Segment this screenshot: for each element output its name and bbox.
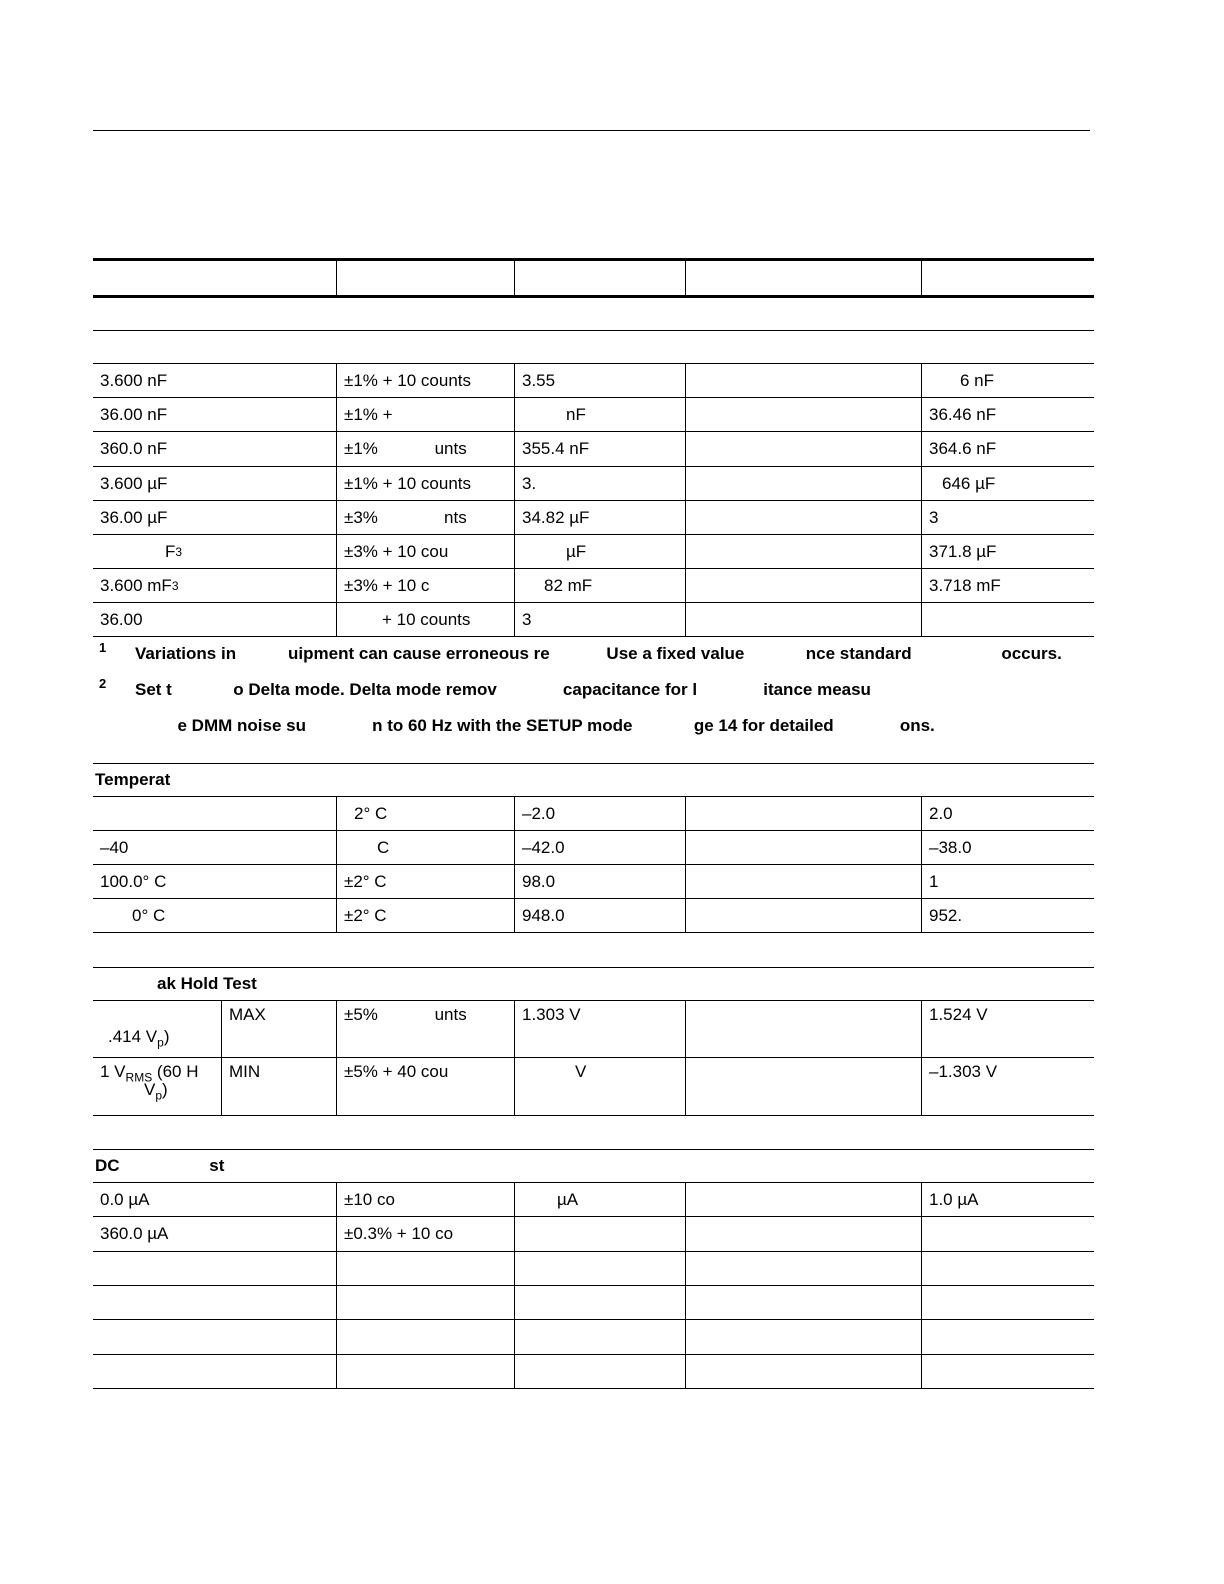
high-limit-cell: 3.718 mF [921,569,1094,602]
table-row [93,1286,1094,1320]
table-row [93,1183,1094,1217]
test-result-cell [685,535,921,568]
input-cell [93,1058,221,1115]
tolerance-cell: ±1% + [336,398,514,431]
test-result-cell [685,797,921,830]
high-limit-cell: 952. [921,899,1094,932]
footnote-text: Variations in uipment can cause erroneous re Use a fixed value nce standard occurs. [135,644,1062,663]
section-gap [93,1116,1094,1150]
header-cell [921,261,1094,295]
input-text: .414 V [108,1027,158,1046]
table-row [93,603,1094,637]
low-limit-cell: –42.0 [514,831,685,864]
low-limit-cell [514,1320,685,1354]
low-limit-cell: 82 mF [514,569,685,602]
high-limit-cell: 1.0 µA [921,1183,1094,1216]
table-row [93,1252,1094,1286]
high-limit-cell [921,1355,1094,1388]
tolerance-cell: ±0.3% + 10 co [336,1217,514,1251]
tolerance-cell [336,1286,514,1319]
range-cell: 360.0 nF [100,439,168,458]
range-cell: 3.600 nF [100,370,168,390]
range-cell [93,1252,336,1285]
page-top-rule [93,130,1090,131]
test-result-cell [685,1001,921,1057]
input-text: (60 H [152,1062,199,1081]
range-text: 3.600 mF [100,575,172,595]
low-limit-cell: nF [514,398,685,431]
high-limit-cell: 646 µF [921,467,1094,500]
test-result-cell [685,432,921,466]
low-limit-cell: 3 [514,603,685,636]
range-cell: 36.00 µF [100,507,168,527]
low-limit-cell: µF [514,535,685,568]
tolerance-cell: + 10 counts [336,603,514,636]
input-text: ) [163,1027,170,1046]
input-line [100,1027,170,1049]
range-cell [93,1355,336,1388]
high-limit-cell: 1 [921,865,1094,898]
table-row [93,1320,1094,1355]
tolerance-cell: ±1% + 10 counts [336,467,514,500]
footnote-number: 1 [99,640,107,655]
test-result-cell [685,364,921,397]
test-result-cell [685,1058,921,1115]
tolerance-cell [336,1320,514,1354]
range-cell: 0.0 µA [100,1189,150,1209]
tolerance-cell: ±2° C [336,899,514,932]
dc-current-section-title: DC st [93,1150,1094,1183]
range-cell [93,535,336,568]
test-result-cell [685,398,921,431]
input-cell [93,1001,221,1057]
range-cell: 36.00 [100,609,143,629]
low-limit-cell: 1.303 V [514,1001,685,1057]
footnote-number: 2 [99,676,107,691]
high-limit-cell [921,603,1094,636]
range-cell [93,797,336,830]
low-limit-cell: 98.0 [514,865,685,898]
high-limit-cell [921,1320,1094,1354]
section-gap [93,933,1094,968]
low-limit-cell: µA [514,1183,685,1216]
test-result-cell [685,899,921,932]
input-subscript: p [157,1035,164,1050]
low-limit-cell: V [514,1058,685,1115]
low-limit-cell: –2.0 [514,797,685,830]
tolerance-cell: ±3% + 10 cou [336,535,514,568]
test-result-cell [685,569,921,602]
input-line [100,1080,168,1102]
high-limit-cell: –38.0 [921,831,1094,864]
tolerance-cell: ±5% unts [336,1001,514,1057]
high-limit-cell [921,1286,1094,1319]
range-cell [93,569,336,602]
tolerance-cell [336,1355,514,1388]
test-result-cell [685,603,921,636]
temperature-section-title: Temperat [93,764,1094,797]
range-cell: 360.0 µA [100,1224,169,1243]
tolerance-cell: ±1% + 10 counts [336,364,514,397]
test-result-cell [685,467,921,500]
test-result-cell [685,1217,921,1251]
header-cell [514,261,685,295]
section-gap [93,747,1094,764]
mode-cell: MAX [221,1001,336,1057]
range-cell: –40 [100,837,129,857]
tolerance-cell: ±10 co [336,1183,514,1216]
footnote-ref: 3 [171,578,179,593]
low-limit-cell: 3. [514,467,685,500]
low-limit-cell [514,1217,685,1251]
table-row [93,1001,1094,1058]
input-text: V [144,1080,156,1100]
test-result-cell [685,831,921,864]
low-limit-cell: 3.55 [514,364,685,397]
header-cell [336,261,514,295]
low-limit-cell [514,1355,685,1388]
low-limit-cell [514,1286,685,1319]
footnote [93,675,1094,711]
low-limit-cell: 948.0 [514,899,685,932]
range-cell: 3.600 µF [100,473,168,493]
input-subscript: p [155,1088,163,1103]
header-cell [685,261,921,295]
verification-table [93,258,1094,1389]
high-limit-cell: –1.303 V [921,1058,1094,1115]
table-row [93,865,1094,899]
spacer-row [93,298,1094,331]
footnotes [93,639,1094,747]
table-row [93,535,1094,569]
test-result-cell [685,1320,921,1354]
table-row [93,432,1094,467]
low-limit-cell: 34.82 µF [514,501,685,534]
test-result-cell [685,1183,921,1216]
tolerance-cell [336,1252,514,1285]
table-row [93,1217,1094,1252]
table-row [93,467,1094,501]
header-cell [93,261,336,295]
high-limit-cell: 1.524 V [921,1001,1094,1057]
high-limit-cell: 36.46 nF [921,398,1094,431]
footnote-ref: 3 [175,544,183,559]
tolerance-cell: ±3% nts [336,501,514,534]
range-cell: 100.0° C [100,871,167,891]
test-result-cell [685,1355,921,1388]
table-row [93,569,1094,603]
range-cell [93,1286,336,1319]
tolerance-cell: ±2° C [336,865,514,898]
test-result-cell [685,1252,921,1285]
low-limit-cell: 355.4 nF [514,432,685,466]
range-text: F [165,541,176,561]
high-limit-cell [921,1217,1094,1251]
high-limit-cell [921,1252,1094,1285]
table-row [93,899,1094,933]
table-row [93,1058,1094,1116]
capacitance-section-title [93,331,1094,364]
mode-cell: MIN [221,1058,336,1115]
input-text: 1 V [100,1062,126,1081]
footnote [93,639,1094,675]
test-result-cell [685,865,921,898]
high-limit-cell: 3 [921,501,1094,534]
table-row [93,797,1094,831]
input-subscript: RMS [125,1070,153,1085]
table-row [93,398,1094,432]
tolerance-cell: ±5% + 40 cou [336,1058,514,1115]
tolerance-cell: C [336,831,514,864]
footnote-text: e DMM noise su n to 60 Hz with the SETUP mode ge 14 for detailed ons. [135,716,935,735]
high-limit-cell: 371.8 µF [921,535,1094,568]
test-result-cell [685,501,921,534]
input-text: ) [162,1080,168,1100]
range-cell: 36.00 nF [100,404,168,424]
peak-hold-section-title: ak Hold Test [93,968,1094,1001]
table-row [93,831,1094,865]
table-row [93,1355,1094,1389]
test-result-cell [685,1286,921,1319]
range-cell: 0° C [132,905,166,925]
tolerance-cell: ±1% unts [336,432,514,466]
table-row [93,364,1094,398]
tolerance-cell: ±3% + 10 c [336,569,514,602]
high-limit-cell: 6 nF [921,364,1094,397]
table-header-row [93,261,1094,298]
table-row [93,501,1094,535]
low-limit-cell [514,1252,685,1285]
tolerance-cell: 2° C [336,797,514,830]
high-limit-cell: 364.6 nF [921,432,1094,466]
range-cell [93,1320,336,1354]
footnote [93,711,1094,747]
footnote-text: Set t o Delta mode. Delta mode remov capacitance for l itance measu [135,680,871,699]
high-limit-cell: 2.0 [921,797,1094,830]
